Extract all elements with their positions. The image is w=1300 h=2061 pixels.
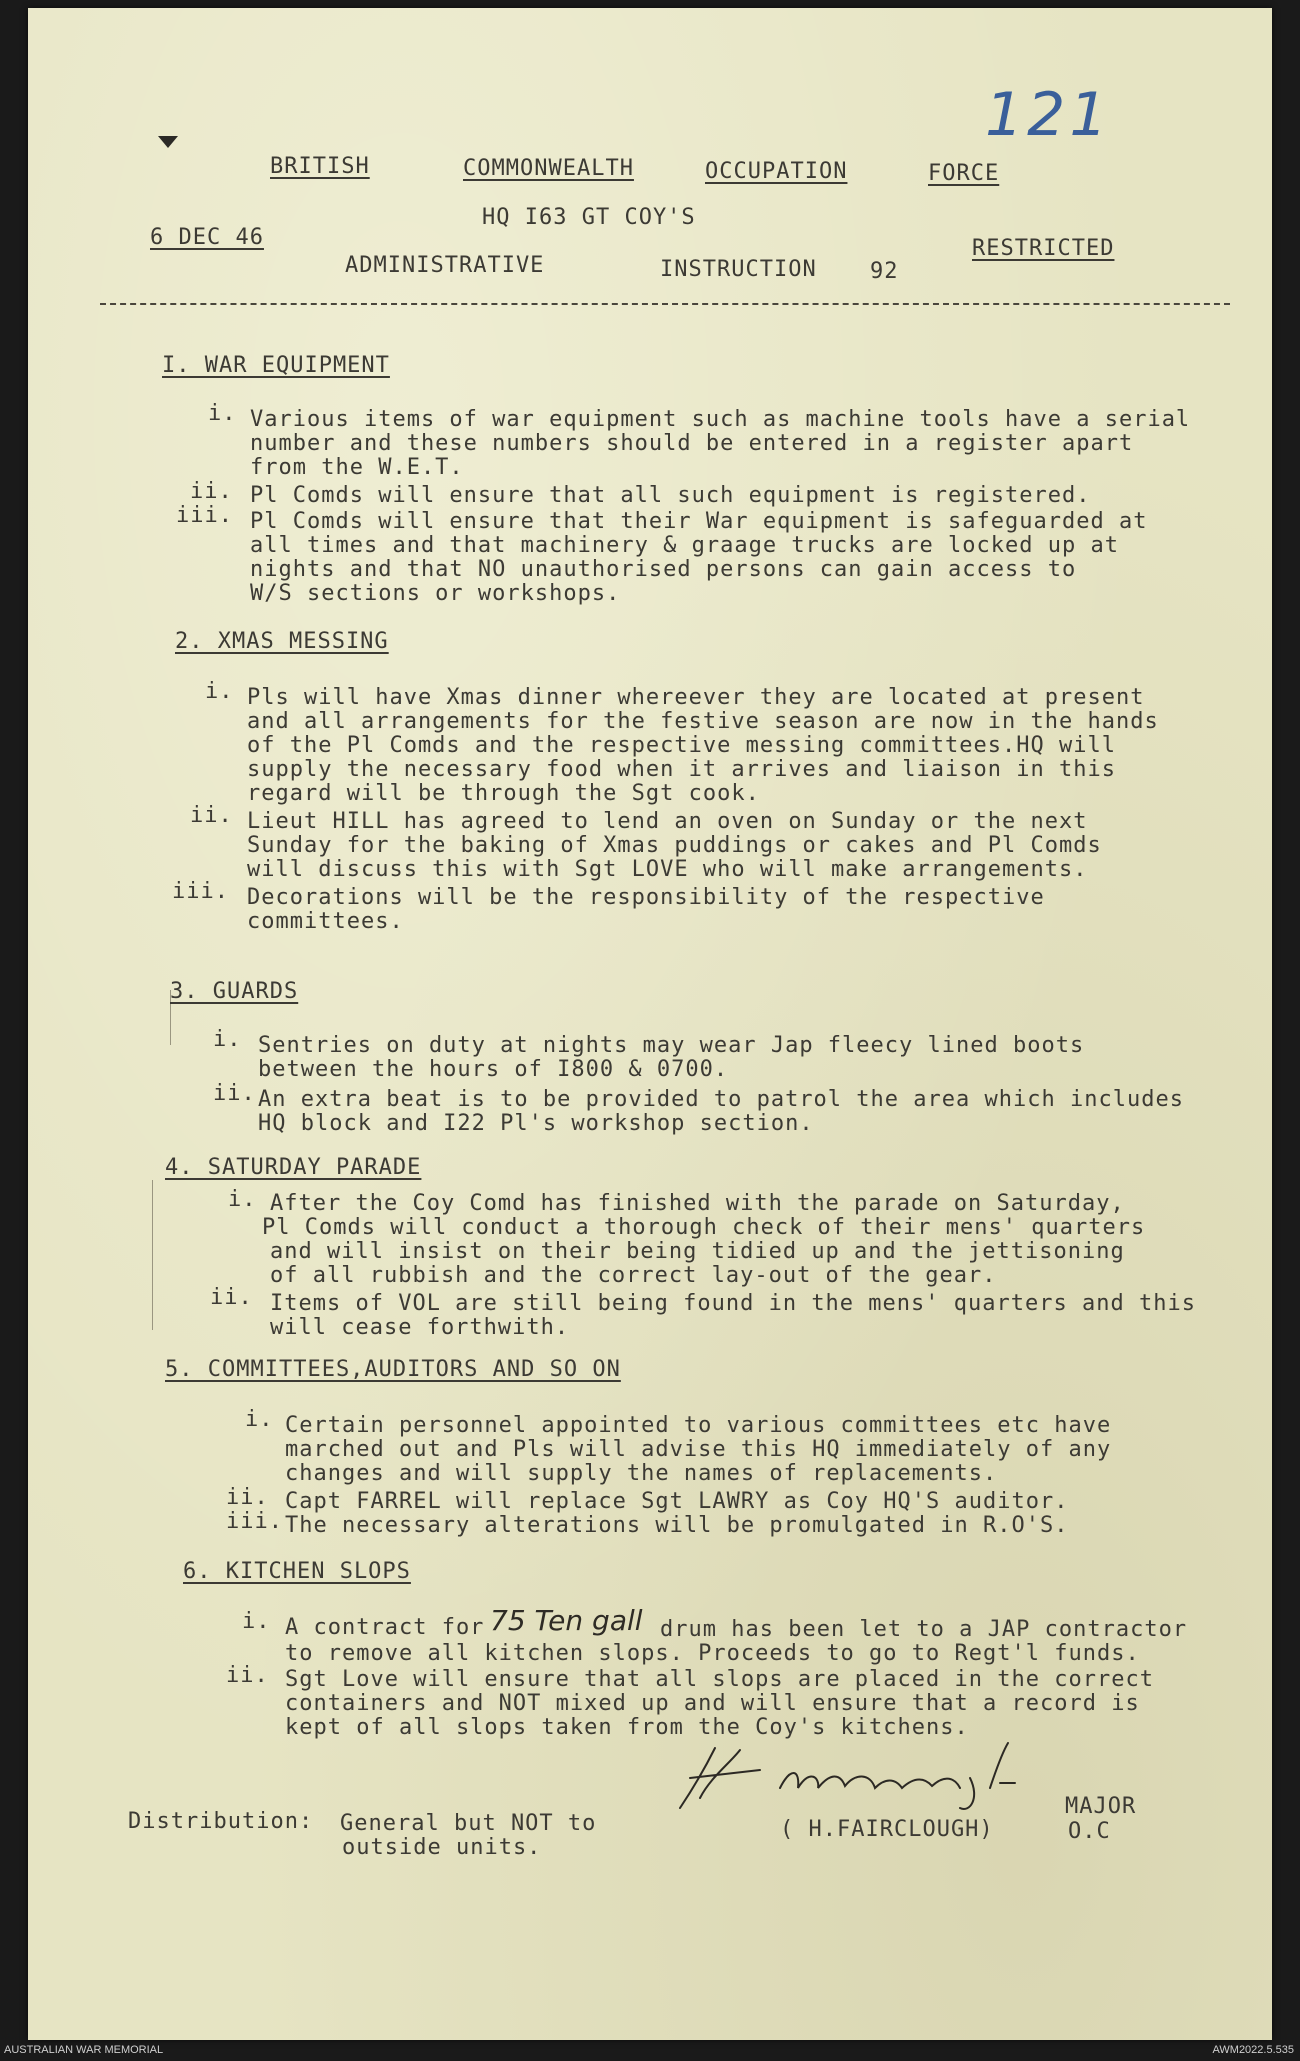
item-number: i. xyxy=(242,1609,271,1634)
title-administrative: ADMINISTRATIVE xyxy=(345,253,545,278)
item-line: Pl Comds will conduct a thorough check of their mens' quarters xyxy=(262,1215,1146,1240)
instruction-number: 92 xyxy=(870,259,899,284)
item-number: ii. xyxy=(213,1081,256,1106)
item-line: W/S sections or workshops. xyxy=(250,581,621,606)
item-line: Lieut HILL has agreed to lend an oven on Sunday or the next xyxy=(247,809,1088,834)
document-date: 6 DEC 46 xyxy=(150,225,264,250)
item-line: Capt FARREL will replace Sgt LAWRY as Coy HQ'S auditor. xyxy=(285,1489,1069,1514)
item-number: ii. xyxy=(226,1485,269,1510)
item-line: supply the necessary food when it arrives and liaison in this xyxy=(247,757,1116,782)
item-number: iii. xyxy=(226,1509,283,1534)
title-instruction: INSTRUCTION xyxy=(660,257,817,282)
item-line: Items of VOL are still being found in the mens' quarters and this xyxy=(270,1291,1196,1316)
footer-accession-number: AWM2022.5.535 xyxy=(1212,2044,1294,2056)
item-line: from the W.E.T. xyxy=(250,455,464,480)
item-line: changes and will supply the names of replacements. xyxy=(285,1461,998,1486)
item-line: Sunday for the baking of Xmas puddings or cakes and Pl Comds xyxy=(247,833,1102,858)
item-line: Pls will have Xmas dinner whereever they are located at present xyxy=(247,685,1145,710)
header-occupation: OCCUPATION xyxy=(705,159,848,184)
item-line: Sgt Love will ensure that all slops are placed in the correct xyxy=(285,1667,1154,1692)
item-line: HQ block and I22 Pl's workshop section. xyxy=(258,1111,814,1136)
header-divider xyxy=(100,303,1230,305)
item-number: ii. xyxy=(226,1663,269,1688)
item-line: Pl Comds will ensure that all such equipment is registered. xyxy=(250,483,1091,508)
item-line: An extra beat is to be provided to patrol the area which includes xyxy=(258,1087,1184,1112)
item-line: to remove all kitchen slops. Proceeds to go to Regt'l funds. xyxy=(285,1641,1140,1666)
item-number: i. xyxy=(213,1027,242,1052)
item-line: Pl Comds will ensure that their War equipment is safeguarded at xyxy=(250,509,1148,534)
footer-credit: AUSTRALIAN WAR MEMORIAL xyxy=(4,2044,164,2056)
signatory-appointment: O.C xyxy=(1068,1819,1111,1844)
signatory-name: ( H.FAIRCLOUGH) xyxy=(780,1817,994,1842)
item-number: i. xyxy=(245,1407,274,1432)
classification-label: RESTRICTED xyxy=(972,236,1115,261)
section-heading: 6. KITCHEN SLOPS xyxy=(183,1559,411,1584)
item-line: and will insist on their being tidied up and the jettisoning xyxy=(270,1239,1125,1264)
item-line: between the hours of I800 & 0700. xyxy=(258,1057,729,1082)
item-number: i. xyxy=(208,401,237,426)
signature xyxy=(670,1738,1090,1818)
item-number: iii. xyxy=(176,503,233,528)
item-line: marched out and Pls will advise this HQ immediately of any xyxy=(285,1437,1112,1462)
handwritten-page-number: 121 xyxy=(985,80,1112,150)
item-line: kept of all slops taken from the Coy's kitchens. xyxy=(285,1715,969,1740)
item-line: will cease forthwith. xyxy=(270,1315,570,1340)
item-number: ii. xyxy=(190,803,233,828)
item-line: A contract for xyxy=(285,1615,485,1640)
item-line: Decorations will be the responsibility of the respective xyxy=(247,885,1045,910)
item-line: and all arrangements for the festive season are now in the hands xyxy=(247,709,1159,734)
item-line: containers and NOT mixed up and will ensure that a record is xyxy=(285,1691,1140,1716)
item-line: will discuss this with Sgt LOVE who will make arrangements. xyxy=(247,857,1088,882)
item-line: Sentries on duty at nights may wear Jap fleecy lined boots xyxy=(258,1033,1085,1058)
section-heading: 3. GUARDS xyxy=(170,979,299,1004)
margin-mark xyxy=(152,1180,153,1330)
section-heading: I. WAR EQUIPMENT xyxy=(162,353,390,378)
header-unit: HQ I63 GT COY'S xyxy=(482,205,696,230)
handwritten-quantity: 75 Ten gall xyxy=(490,1604,643,1637)
item-line: committees. xyxy=(247,909,404,934)
item-number: ii. xyxy=(190,479,233,504)
item-line: of all rubbish and the correct lay-out of the gear. xyxy=(270,1263,997,1288)
item-line: of the Pl Comds and the respective messing committees.HQ will xyxy=(247,733,1116,758)
section-heading: 5. COMMITTEES,AUDITORS AND SO ON xyxy=(165,1357,621,1382)
item-number: i. xyxy=(228,1187,257,1212)
signatory-rank: MAJOR xyxy=(1065,1794,1137,1819)
header-force: FORCE xyxy=(928,161,1000,186)
item-line: After the Coy Comd has finished with the parade on Saturday, xyxy=(270,1191,1125,1216)
section-heading: 2. XMAS MESSING xyxy=(175,629,389,654)
item-line: all times and that machinery & graage trucks are locked up at xyxy=(250,533,1119,558)
distribution-label: Distribution: xyxy=(128,1809,314,1834)
item-line: Certain personnel appointed to various committees etc have xyxy=(285,1413,1112,1438)
distribution-line: outside units. xyxy=(342,1835,542,1860)
item-line: drum has been let to a JAP contractor xyxy=(660,1617,1188,1642)
section-heading: 4. SATURDAY PARADE xyxy=(165,1155,422,1180)
item-number: i. xyxy=(205,679,234,704)
item-line: regard will be through the Sgt cook. xyxy=(247,781,760,806)
item-line: number and these numbers should be entered in a register apart xyxy=(250,431,1134,456)
item-line: Various items of war equipment such as machine tools have a serial xyxy=(250,407,1191,432)
distribution-line: General but NOT to xyxy=(340,1811,597,1836)
item-number: iii. xyxy=(172,879,229,904)
item-line: The necessary alterations will be promulgated in R.O'S. xyxy=(285,1513,1069,1538)
item-line: nights and that NO unauthorised persons can gain access to xyxy=(250,557,1077,582)
item-number: ii. xyxy=(210,1285,253,1310)
header-british: BRITISH xyxy=(270,154,370,179)
header-commonwealth: COMMONWEALTH xyxy=(463,156,634,181)
punch-mark xyxy=(158,136,178,148)
